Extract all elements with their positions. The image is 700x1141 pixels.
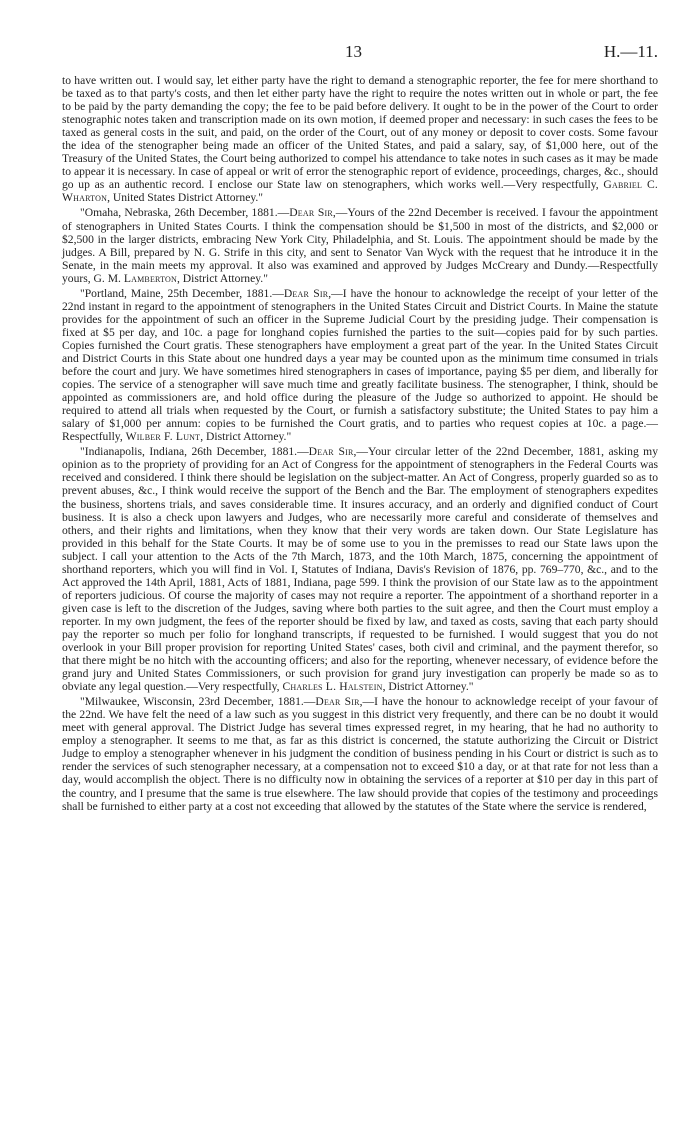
page-number: 13 [345, 42, 362, 61]
paragraph-text: "Omaha, Nebraska, 26th December, 1881.— [80, 206, 290, 220]
document-reference: H.—11. [603, 42, 658, 61]
signature-name: Gabriel C. Wharton [62, 178, 658, 205]
paragraph-text: ,—Your circular letter of the 22nd December, 1881, asking my opinion as to the propriety of providing for an Act of Congress for the appointment of stenographers in the Federal Courts was received and considered. I think there should be legislation on the subject-matter. An Act of Congress, properly guarded so as to prevent abuses, &c., I think would receive the support of the Bench and the Bar. The employment of stenographers expedites the business, shortens trials, and saves considerable time. It insures accuracy, and an orderly and dignified conduct of Court business. It is also a check upon lawyers and Judges, who are necessarily more careful and considerate of themselves and others, and their rights and limitations, when they know that their very words are taken down. Our State Legislature has provided in this behalf for the State Courts. It may be of some use to you in the premisses to read our State laws upon the subject. I call your attention to the Acts of the 7th March, 1873, and the 10th March, 1875, concerning the appointment of shorthand reporters, which you will find in Vol. I, Statutes of Indiana, Davis's Revision of 1876, pp. 769–770, &c., and to the Act approved the 14th April, 1881, Acts of 1881, Indiana, page 599. I think the provision of our State law as to the appointment of reporters judicious. Of course the majority of cases may not require a reporter. The appointment of a shorthand reporter in a given case is left to the discretion of the Judges, saving where both parties to the suit agree, and then the Court must employ a reporter. In my own judgment, the fees of the reporter should be fixed by law, and taxed as costs, saving that each party should pay the reporter so much per folio for longhand transcripts, if requested to be furnished. I would suggest that you do not overlook in your Bill proper provision for reporting United States' cases, both civil and criminal, and the payment therefor, so that there might be no hitch with the accounting officers; and also for the reporting, whenever necessary, of evidence before the grand jury and United States Commissioners, or such provision for grand jury investigation can properly be made so as to obviate any legal question.—Very respectfully, [62, 445, 658, 694]
paragraph-text: , District Attorney." [382, 680, 474, 694]
signature-name: Dear Sir [308, 445, 354, 459]
signature-name: Lamberton [123, 271, 177, 285]
signature-name: Dear Sir [283, 286, 329, 300]
paragraph-text: to have written out. I would say, let either party have the right to demand a stenographic reporter, the fee for mere shorthand to be taxed as to that party's costs, and then let either party have the right to require the notes written out in whole or part, the fee to be paid by the party demanding the copy; the fee to be paid before delivery. It ought to be in the power of the Court to order stenographic notes taken and transcription made on its own motion, if deemed proper and necessary: in such cases the fees to be taxed as general costs in the suit, and paid, on the order of the Court, out of any money or deposit to cover costs. Some favour the idea of the stenographer being made an officer of the United States, and paid a salary, say, of $1,000 here, out of the Treasury of the United States, the Court being authorized to compel his attendance to take notes in such cases as it may be made to appear it is necessary. In case of appeal or writ of error the stenographic report of evidence, proceedings, charges, &c., should go up as an authentic record. I enclose our State law on stenographers, which works well.—Very respectfully, [62, 74, 658, 192]
letter-paragraph [62, 695, 658, 812]
signature-name: Dear Sir [289, 206, 333, 220]
letter-paragraph [62, 445, 658, 693]
paragraph-text: "Portland, Maine, 25th December, 1881.— [80, 286, 284, 300]
paragraph-text: ,—Yours of the 22nd December is received. I favour the appointment of stenographers in United States Courts. I think the compensation should be $1,500 in most of the districts, and $2,000 or $2,500 in the larger districts, embracing New York City, Philadelphia, and St. Louis. The appointment should be made by the judges. A Bill, prepared by N. G. Strife in this city, and sent to Senator Van Wyck with the request that he introduce it in the Senate, in the main meets my approval. It also was examined and approved by Judges McCreary and Dundy.—Respectfully yours, G. M. [62, 206, 658, 285]
paragraph-text: , United States District Attorney." [107, 191, 264, 205]
paragraph-text: ,—I have the honour to acknowledge the receipt of your letter of the 22nd instant in regard to the appointment of stenographers in the United States Circuit and District Courts. In Maine the statute provides for the appointment of such an officer in the Supreme Judicial Court by the presiding judge. Their compensation is fixed at $5 per day, and 10c. a page for longhand copies furnished the parties to the suit—copies paid for by such parties. Copies furnished the Court gratis. These stenographers have employment a great part of the year. In the United States Circuit and District Courts in this State about one hundred days a year may be counted upon as the minimum time consumed in trials before the court and jury. We have sometimes hired stenographers in cases of importance, paying $5 per diem, and liberally for copies. The service of a stenographer will save much time and greatly facilitate business. The stenographer, I think, should be appointed as commissioners are, and hold office during the pleasure of the Judge so authorized to appoint. He should be required to attend all trials when requested by the Court, or furnish a satisfactory substitute; the United States to pay him a salary of $1,000 per annum: copies to be furnished the Court gratis, and to parties who request copies at 10c. a page.—Respectfully, [62, 286, 659, 444]
signature-name: Dear Sir [315, 695, 360, 709]
signature-name: Charles L. Halstein [282, 680, 383, 694]
letter-paragraph [62, 287, 658, 444]
paragraph-text: ,—I have the honour to acknowledge receipt of your favour of the 22nd. We have felt the need of a law such as you suggest in this district very frequently, and there can be no doubt it would meet with general approval. The District Judge has several times expressed regret, in my hearing, that he had no authority to employ a stenographer. It seems to me that, as far as this district is concerned, the statute authorizing the Circuit or District Judge to employ a stenographer whenever in his judgment the condition of business pending in his Court or district is such as to render the services of such stenographer necessary, at a compensation not to exceed $10 a day, or at that rate for not less than a day, would accomplish the object. There is no difficulty now in obtaining the services of a reporter at $10 per day in this part of the country, and I presume that the same is true elsewhere. The law should provide that copies of the testimony and proceedings shall be furnished to either party at a cost not exceeding that allowed by the statutes of the State where the service is rendered, [62, 695, 658, 813]
continuation-paragraph [62, 74, 658, 204]
paragraph-text: , District Attorney." [177, 271, 268, 285]
letter-paragraph [62, 206, 658, 284]
document-body [62, 74, 658, 813]
page-header [62, 0, 658, 74]
paragraph-text: "Milwaukee, Wisconsin, 23rd December, 1881.— [80, 695, 316, 709]
signature-name: Wilber F. Lunt [125, 430, 201, 444]
paragraph-text: , District Attorney." [200, 430, 292, 444]
paragraph-text: "Indianapolis, Indiana, 26th December, 1881.— [80, 445, 309, 459]
